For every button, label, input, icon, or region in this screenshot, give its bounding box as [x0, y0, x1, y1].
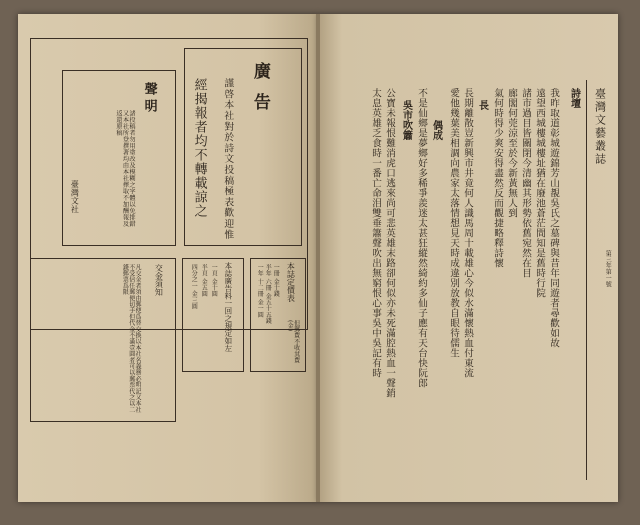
poem4-line-1: 公寶未報恨難消虎口逃來尚可悲英雄末路卻何似亦未死滿腔熱血一聲銷: [384, 88, 396, 398]
ad-line-1: 謹啓本社對於詩文投稿極表歡迎惟: [222, 78, 234, 240]
poem4-title: 吳市吹簫: [400, 100, 412, 140]
poem3-line-1: 不是仙鄉是夢鄉好多稀爭羨迷太甚狂縱然綺約多仙子應有天台快阮郎: [416, 88, 428, 388]
poem-line-2: 遠望西城樓城樓址猶在廢池蒼茫間知是舊時行院: [534, 88, 546, 298]
price-note: 但郵費不收其費(金): [286, 320, 300, 364]
header-rule: [586, 80, 587, 480]
ad-fee-row-2: 半頁 金五圓: [200, 264, 208, 298]
poem-line-3: 諸市過目皆關閉今清幽其形勢依舊宛然在目: [520, 88, 532, 278]
price-row-2: 半年 六冊 金五十五錢: [264, 264, 272, 325]
poem4-line-2: 太息英雄乏食時一番亡命泪雙垂簫聲吹出無窮恨心事吳中吳記有時: [370, 88, 382, 378]
notice-text: 諸投稿者勿用塗改及模糊之字體以免排錯又本社所登撰著均由本社擇取不加酬報及返還原稿: [115, 110, 135, 227]
notice-signature: 臺灣文社: [70, 180, 80, 214]
ad-fee-title: 本誌廣告料一回之規定如左: [223, 262, 233, 352]
poem3-title: 偶成: [430, 120, 442, 140]
price-row-3: 一年 十二冊 金一圓: [256, 264, 264, 318]
ad-fee-row-1: 一頁 金十圓: [210, 264, 218, 298]
ad-fee-row-3: 四分之一 金三圓: [190, 264, 198, 310]
remit-title: 交金須知: [154, 264, 164, 296]
price-row-1: 一冊 金十錢: [272, 264, 280, 298]
ad-title: 廣告: [249, 62, 270, 124]
poem-line-1: 我昨取道彰城遊錦芳山覩吳氏之墓碑與昔年同遊者尋歡如故: [548, 88, 560, 348]
remit-text: 凡交金者須由郵便爲替交換以本社名義務必明記又本社不受信任郵便切手但代金不滿壹圓者可以郵票代之以二錢郵票爲限: [121, 264, 141, 413]
poem2-title: 長: [476, 100, 488, 110]
poem-line-5: 氣何時得少爽安得盡然反而觀捷略釋詩懷: [492, 88, 504, 268]
notice-title: 聲明: [141, 82, 157, 116]
page-header-title: 臺灣文藝叢誌: [593, 88, 607, 166]
page-header-issue: 第三年第一號: [604, 250, 612, 288]
poem2-line-2: 愛他幾葉美相調向農家太落情想見天時成違別放教自眼待儒生: [448, 88, 460, 358]
ad-line-2: 經揭報者均不轉載諒之: [191, 78, 207, 218]
book-gutter: [316, 14, 320, 502]
poem-line-4: 廊閣何莞涼至於今新黃無人到: [506, 88, 518, 218]
poem2-line-1: 長期離散豈新興市井竟何人識馬周十載雄心今似水滿懷熱血付東流: [462, 88, 474, 378]
price-title: 本誌定價表: [286, 262, 296, 302]
section-title: 詩壇: [568, 88, 580, 108]
